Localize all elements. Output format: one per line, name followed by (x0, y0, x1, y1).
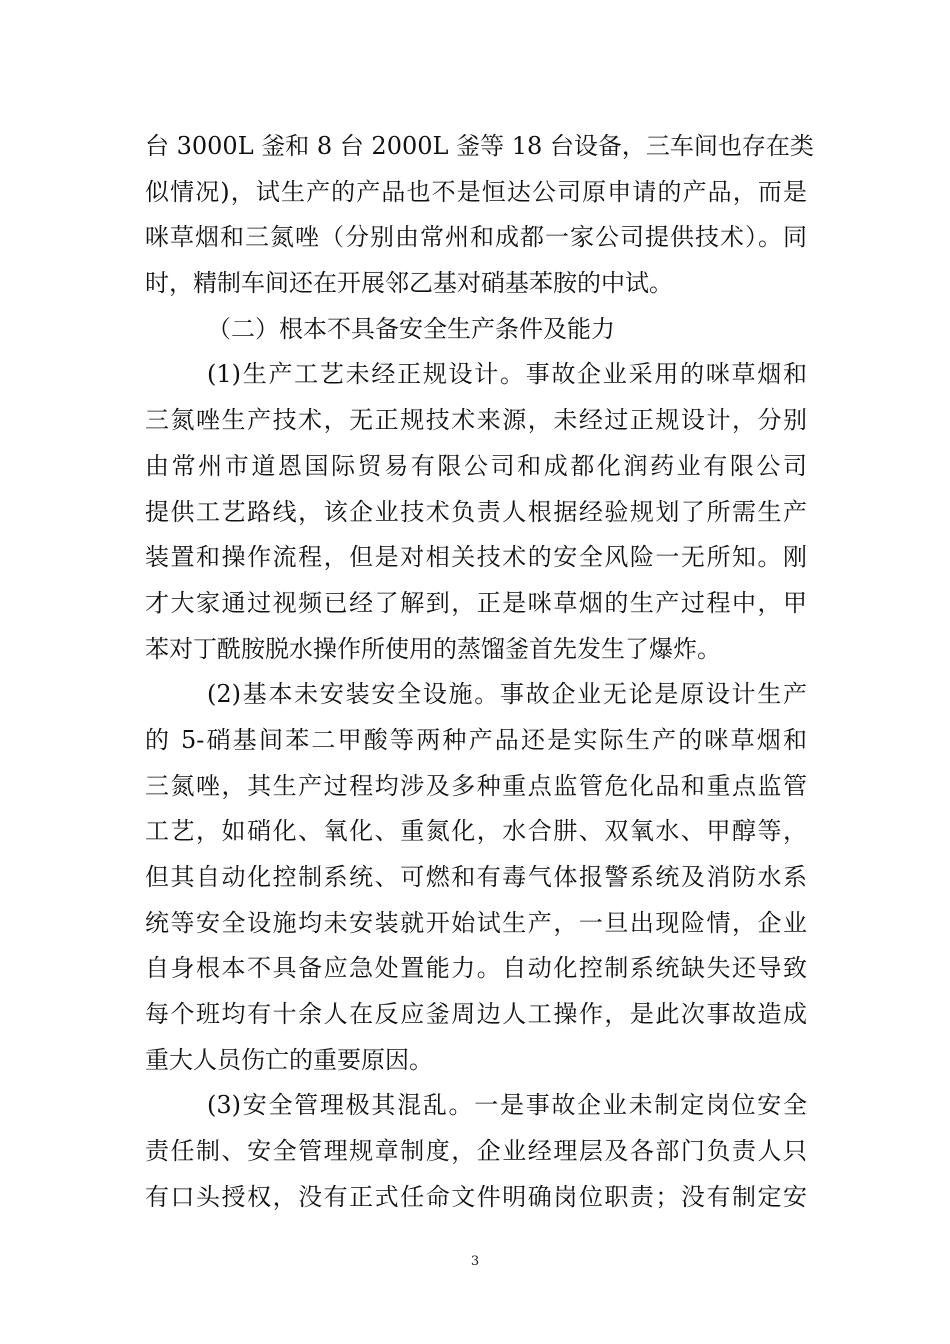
text-line: (2)基本未安装安全设施。事故企业无论是原设计生产 (207, 680, 807, 709)
text-line: (3)安全管理极其混乱。一是事故企业未制定岗位安全 (207, 1091, 807, 1120)
text-line: 每个班均有十余人在反应釜周边人工操作，是此次事故造成 (145, 1000, 807, 1029)
text-line: 统等安全设施均未安装就开始试生产，一旦出现险情，企业 (145, 908, 807, 937)
text-line: 咪草烟和三氮唑（分别由常州和成都一家公司提供技术）。同 (145, 223, 807, 252)
text-line: 才大家通过视频已经了解到，正是咪草烟的生产过程中，甲 (145, 588, 807, 617)
text-line: 有口头授权，没有正式任命文件明确岗位职责；没有制定安 (145, 1182, 807, 1211)
text-line: 似情况)，试生产的产品也不是恒达公司原申请的产品，而是 (145, 177, 807, 206)
page-number: 3 (470, 1254, 480, 1269)
text-line: 由常州市道恩国际贸易有限公司和成都化润药业有限公司 (145, 451, 807, 480)
text-line: 三氮唑生产技术，无正规技术来源，未经过正规设计，分别 (145, 406, 807, 435)
text-line: 责任制、安全管理规章制度，企业经理层及各部门负责人只 (145, 1137, 807, 1166)
text-line: 装置和操作流程，但是对相关技术的安全风险一无所知。刚 (145, 543, 807, 572)
text-line: 自身根本不具备应急处置能力。自动化控制系统缺失还导致 (145, 954, 807, 983)
text-line: 的 5-硝基间苯二甲酸等两种产品还是实际生产的咪草烟和 (145, 725, 807, 754)
text-line: 但其自动化控制系统、可燃和有毒气体报警系统及消防水系 (145, 863, 807, 891)
text-line: 提供工艺路线，该企业技术负责人根据经验规划了所需生产 (145, 497, 807, 526)
text-line: 工艺，如硝化、氧化、重氮化，水合肼、双氧水、甲醇等， (145, 817, 807, 846)
document-body (145, 124, 814, 1221)
text-line: (1)生产工艺未经正规设计。事故企业采用的咪草烟和 (207, 360, 807, 389)
text-line: （二）根本不具备安全生产条件及能力 (207, 314, 615, 343)
text-line: 台 3000L 釜和 8 台 2000L 釜等 18 台设备，三车间也存在类 (145, 132, 814, 160)
text-line: 苯对丁酰胺脱水操作所使用的蒸馏釜首先发生了爆炸。 (145, 634, 721, 663)
text-line: 重大人员伤亡的重要原因。 (145, 1045, 433, 1074)
text-line: 三氮唑，其生产过程均涉及多种重点监管危化品和重点监管 (145, 771, 807, 800)
text-line: 时，精制车间还在开展邻乙基对硝基苯胺的中试。 (145, 269, 673, 298)
